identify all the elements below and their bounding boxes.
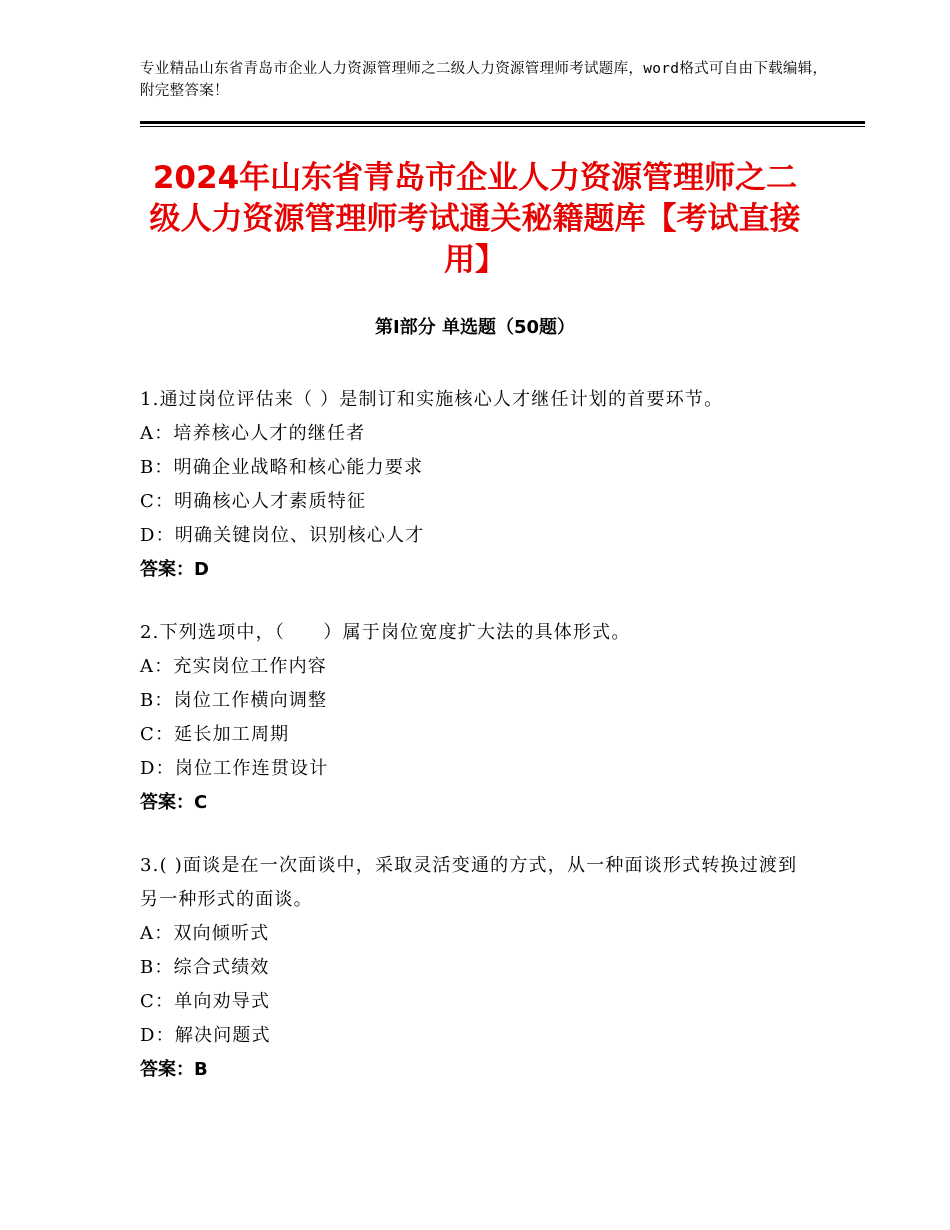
option-b: B：岗位工作横向调整: [140, 690, 328, 711]
question-3: [140, 849, 810, 1087]
header-rule-thick: [140, 121, 865, 124]
option-c: C：明确核心人才素质特征: [140, 491, 367, 512]
question-list: [140, 383, 810, 1116]
option-b: B：明确企业战略和核心能力要求: [140, 457, 424, 478]
option-a: A：双向倾听式: [140, 923, 270, 944]
question-stem: 3.( )面谈是在一次面谈中，采取灵活变通的方式，从一种面谈形式转换过渡到另一种形式的面谈。: [140, 855, 798, 910]
question-stem: 2.下列选项中，（ ）属于岗位宽度扩大法的具体形式。: [140, 622, 631, 643]
answer-label: 答案：D: [140, 559, 209, 580]
option-a: A：培养核心人才的继任者: [140, 423, 366, 444]
question-stem: 1.通过岗位评估来（ ）是制订和实施核心人才继任计划的首要环节。: [140, 389, 724, 410]
option-d: D：岗位工作连贯设计: [140, 758, 329, 779]
answer-label: 答案：B: [140, 1059, 208, 1080]
header-rule-thin: [140, 126, 865, 127]
question-1: [140, 383, 810, 587]
option-d: D：解决问题式: [140, 1025, 271, 1046]
option-c: C：延长加工周期: [140, 724, 290, 745]
document-title: 2024年山东省青岛市企业人力资源管理师之二级人力资源管理师考试通关秘籍题库【考试直接用】: [149, 160, 801, 278]
option-c: C：单向劝导式: [140, 991, 271, 1012]
option-d: D：明确关键岗位、识别核心人才: [140, 525, 425, 546]
header-note: 专业精品山东省青岛市企业人力资源管理师之二级人力资源管理师考试题库，word格式可自由下载编辑，附完整答案！: [140, 61, 828, 99]
question-2: [140, 616, 810, 820]
answer-label: 答案：C: [140, 792, 208, 813]
option-b: B：综合式绩效: [140, 957, 270, 978]
section-title: 第Ⅰ部分 单选题（50题）: [374, 317, 575, 338]
option-a: A：充实岗位工作内容: [140, 656, 327, 677]
